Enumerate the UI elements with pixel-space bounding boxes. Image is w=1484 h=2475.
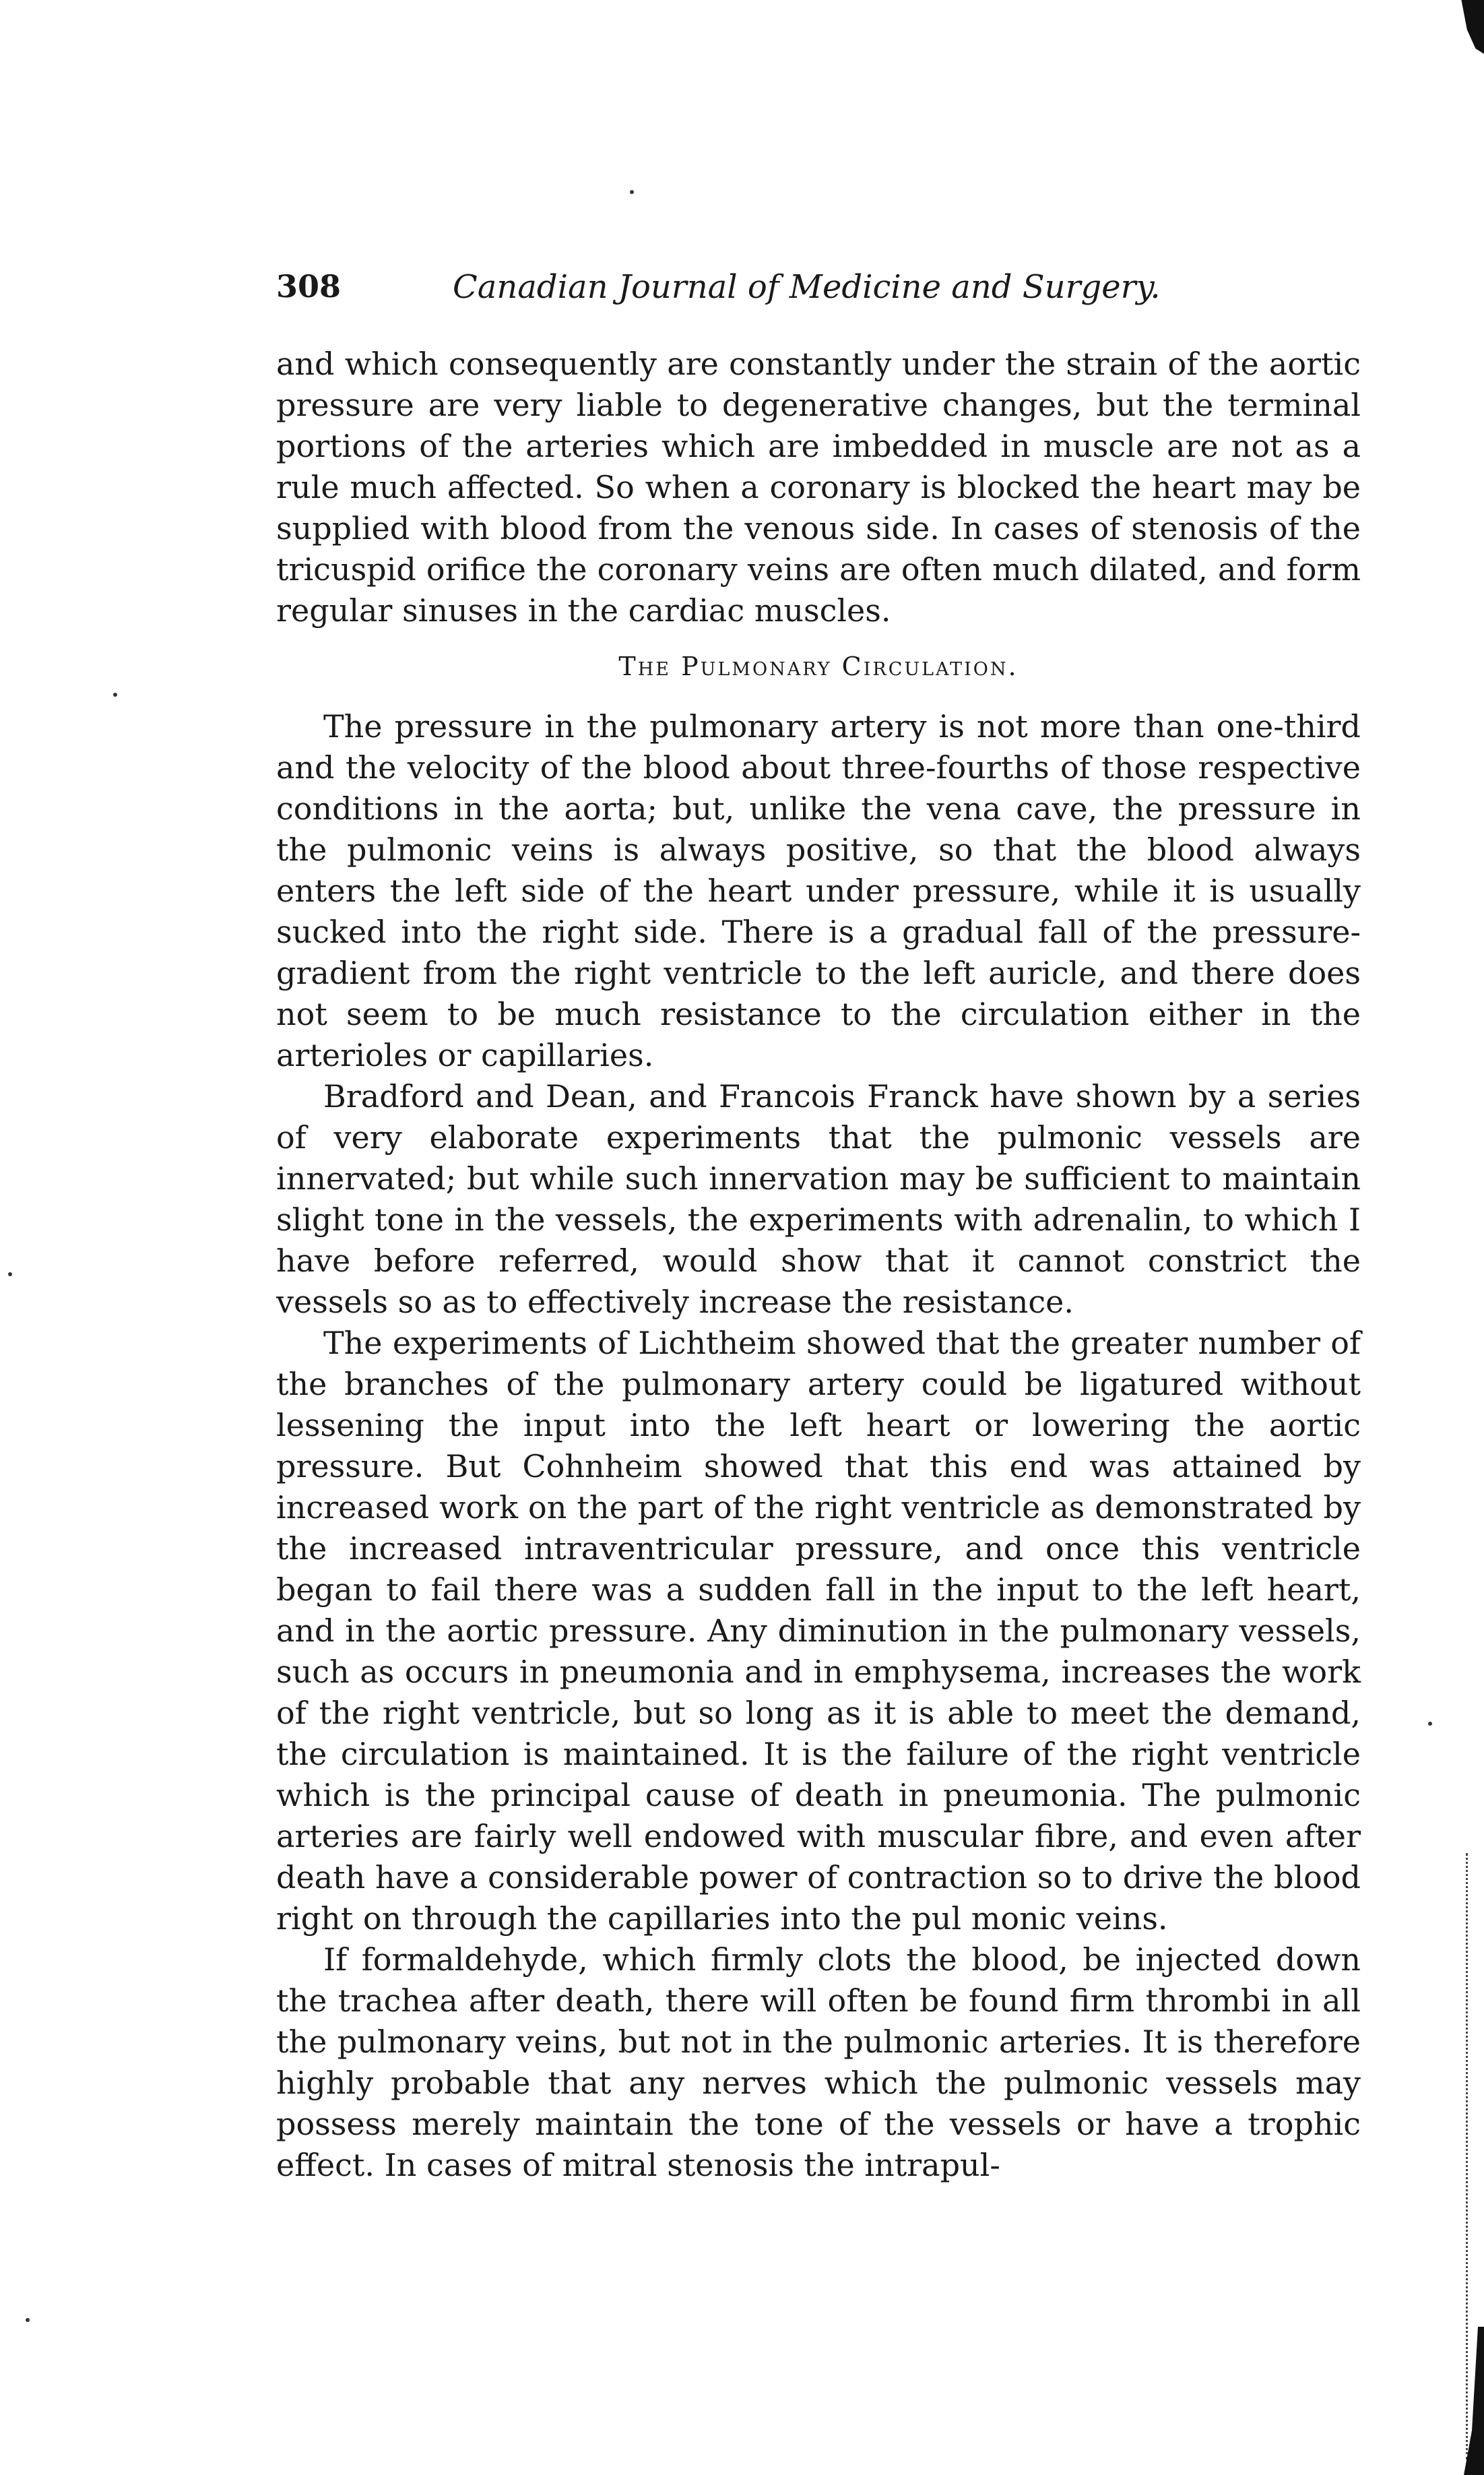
page-body <box>276 344 1361 2186</box>
paragraph: Bradford and Dean, and Francois Franck have shown by a series of very elaborate experiments that the pulmonic vessels are innervated; but while such innervation may be sufficient to maintain slight tone in the vessels, the experiments with adrenalin, to which I have before referred, would show that it cannot constrict the vessels so as to effectively increase the resistance. <box>276 1078 1361 1320</box>
scan-speck <box>630 190 634 194</box>
paragraph: The experiments of Lichtheim showed that the greater number of the branches of the pulmonary artery could be ligatured without lessening the input into the left heart or lowering the aortic pressure. But Cohnheim showed that this end was attained by increased work on the part of the right ventricle as demonstrated by the increased intraventricular pressure, and once this ventricle began to fail there was a sudden fall in the input to the left heart, and in the aortic pressure. Any diminution in the pulmonary vessels, such as occurs in pneumonia and in emphysema, increases the work of the right ventricle, but so long as it is able to meet the demand, the circulation is maintained. It is the failure of the right ventricle which is the principal cause of death in pneumonia. The pulmonic arteries are fairly well endowed with muscular fibre, and even after death have a considerable power of contraction so to drive the blood right on through the capillaries into the pul monic veins. <box>276 1325 1361 1937</box>
paragraph-continued: and which consequently are constantly under the strain of the aortic pressure are very liable to degenerative changes, but the terminal portions of the arteries which are imbedded in muscle are not as a rule much affected. So when a coronary is blocked the heart may be supplied with blood from the venous side. In cases of stenosis of the tricuspid orifice the coronary veins are often much dilated, and form regular sinuses in the cardiac muscles. <box>276 346 1361 629</box>
paragraph: The pressure in the pulmonary artery is not more than one-third and the velocity of the blood about three-fourths of those respective conditions in the aorta; but, unlike the vena cave, the pressure in the pulmonic veins is always positive, so that the blood always enters the left side of the heart under pressure, while it is usually sucked into the right side. There is a gradual fall of the pressure-gradient from the right ventricle to the left auricle, and there does not seem to be much resistance to the circulation either in the arterioles or capillaries. <box>276 708 1361 1073</box>
section-heading: The Pulmonary Circulation. <box>618 652 1019 681</box>
scan-edge-mark-right <box>1466 1853 1473 2460</box>
scan-speck <box>1428 1722 1432 1726</box>
running-title: Canadian Journal of Medicine and Surgery. <box>453 268 1161 306</box>
scan-speck <box>113 693 117 697</box>
scan-speck <box>8 1272 12 1276</box>
scan-speck <box>26 2318 30 2322</box>
paragraph: If formaldehyde, which firmly clots the blood, be injected down the trachea after death, there will often be found firm thrombi in all the pulmonary veins, but not in the pulmonic arteries. It is therefore highly probable that any nerves which the pulmonic vessels may possess merely maintain the tone of the vessels or have a trophic effect. In cases of mitral stenosis the intrapul- <box>276 1941 1361 2183</box>
scan-edge-mark-top <box>1456 0 1484 54</box>
page-header <box>276 268 1367 322</box>
page-number: 308 <box>276 268 342 305</box>
